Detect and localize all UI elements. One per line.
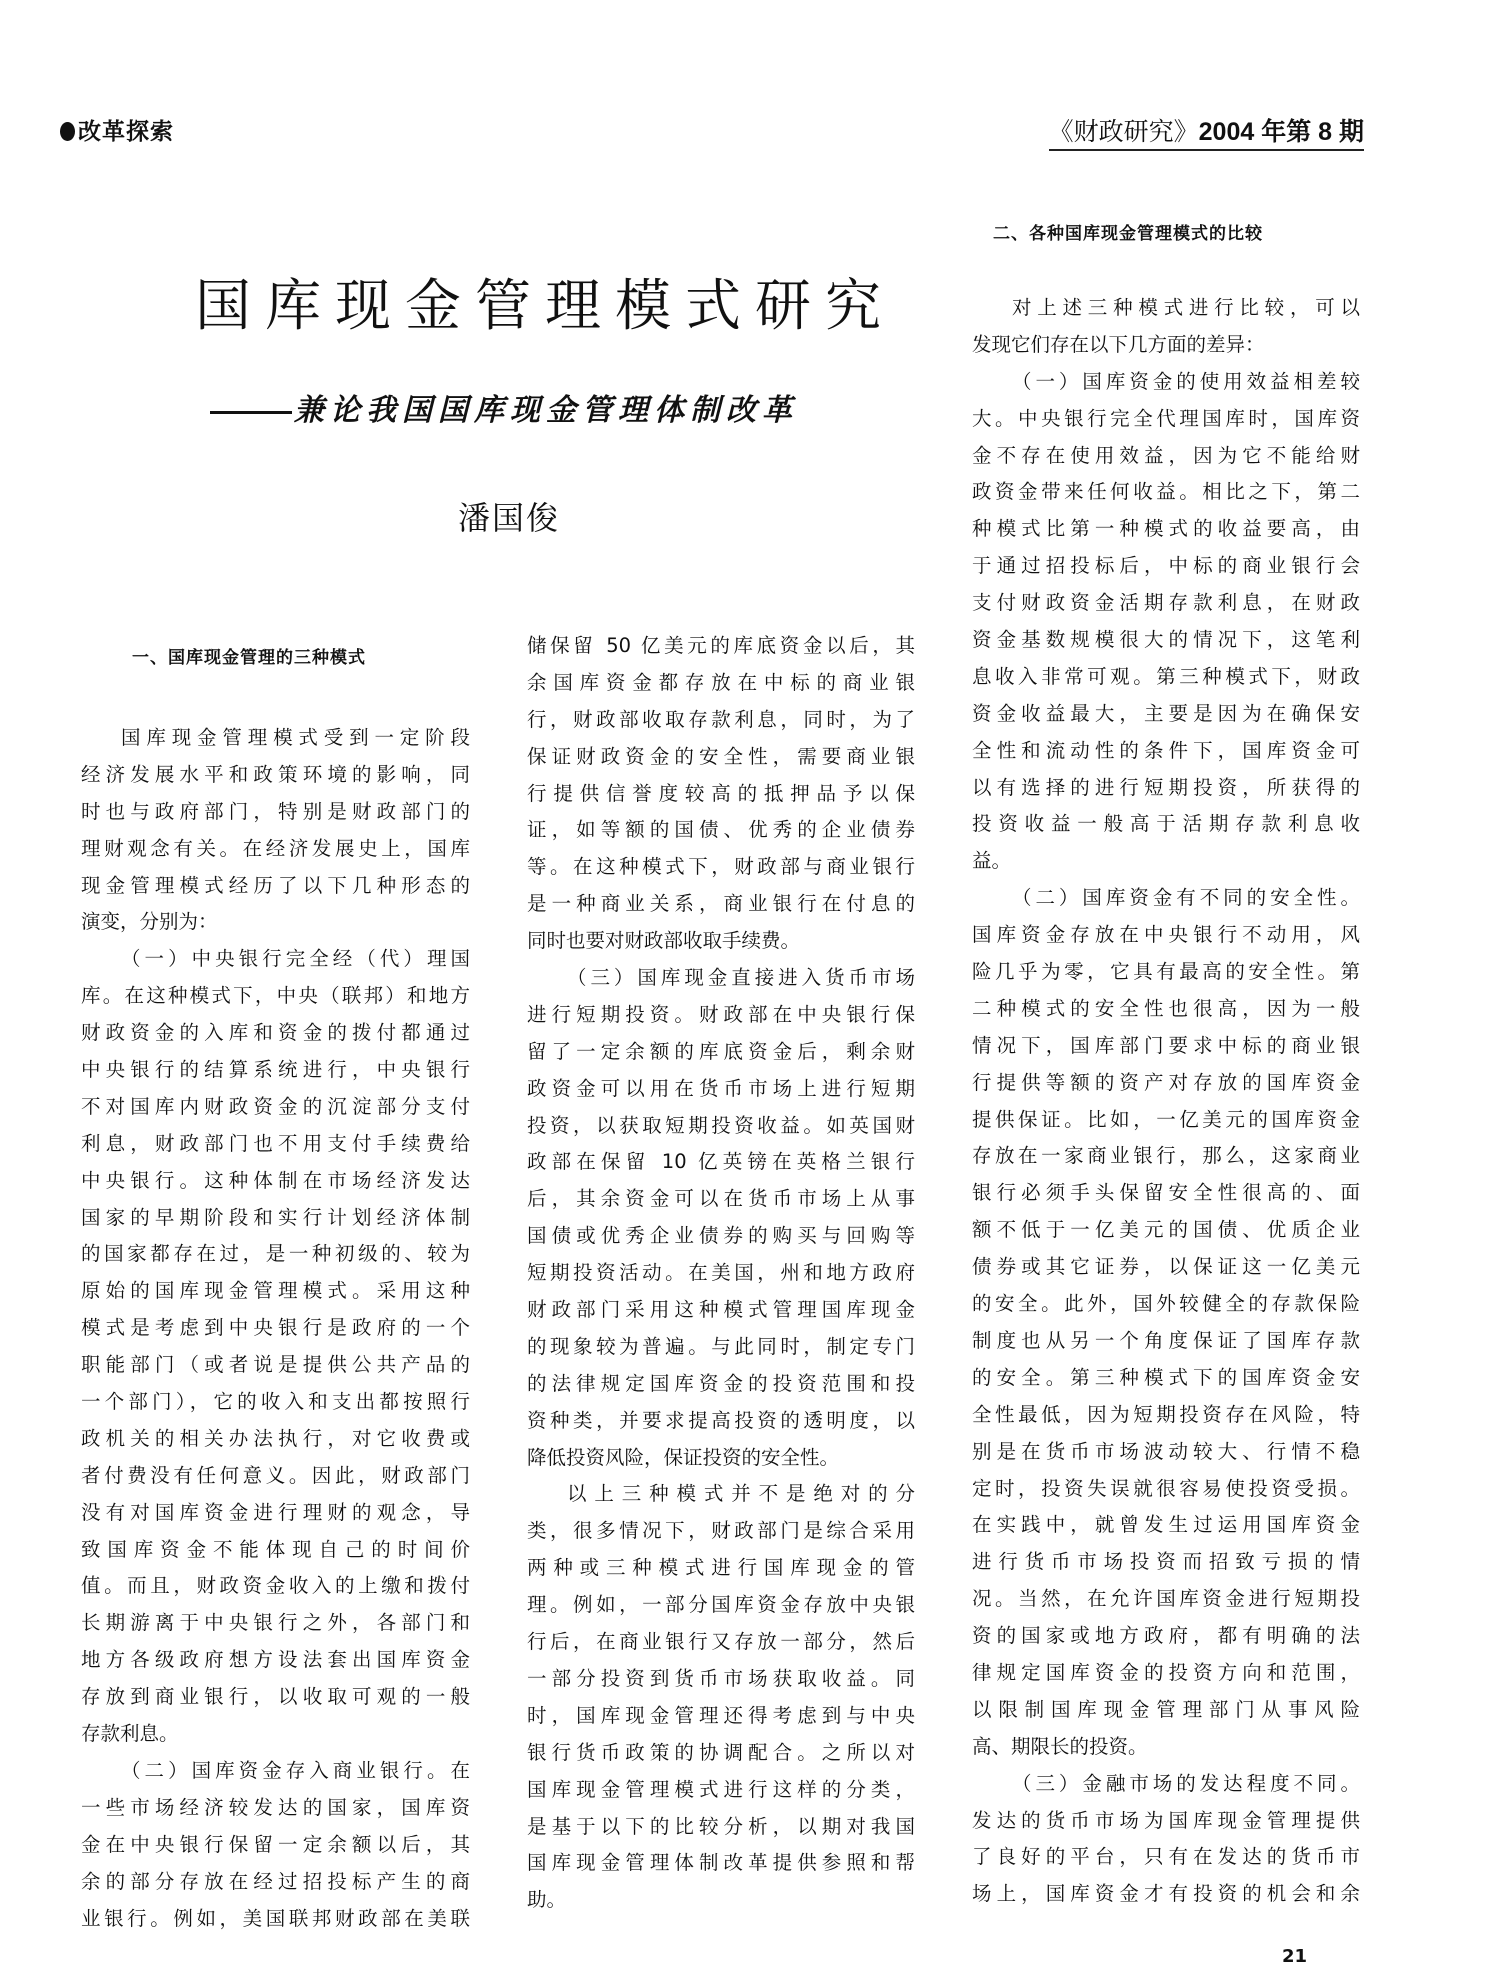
text-line: 中央银行的结算系统进行，中央银行 [81, 1058, 470, 1082]
text-line: 职能部门（或者说是提供公共产品的 [81, 1353, 470, 1377]
text-line: 银行货币政策的协调配合。之所以对 [527, 1740, 915, 1764]
text-line: 余的部分存放在经过招投标产生的商 [81, 1869, 470, 1893]
text-line: 益。 [972, 849, 1012, 873]
text-line: 提供保证。比如，一亿美元的国库资金 [972, 1107, 1360, 1131]
journal-issue: 2004 年第 8 期 [1198, 118, 1364, 146]
article-subtitle [210, 385, 798, 429]
text-line: 后，其余资金可以在货币市场上从事 [527, 1187, 915, 1211]
text-line: 金在中央银行保留一定余额以后，其 [81, 1832, 470, 1856]
text-line: 债券或其它证券，以保证这一亿美元 [972, 1255, 1360, 1279]
text-line: 发达的货币市场为国库现金管理提供 [972, 1808, 1360, 1832]
article-title: 国库现金管理模式研究 [195, 274, 895, 339]
text-line: 行，财政部收取存款利息，同时，为了 [527, 707, 915, 731]
text-line: 高、期限长的投资。 [972, 1734, 1148, 1758]
text-line: 没有对国库资金进行理财的观念，导 [81, 1500, 470, 1524]
text-line: 了良好的平台，只有在发达的货币市 [972, 1845, 1360, 1869]
bullet-icon [60, 122, 75, 141]
text-line: （三）国库现金直接进入货币市场 [567, 966, 915, 990]
page-number: 21 [1282, 1946, 1308, 1967]
text-line: 以上三种模式并不是绝对的分 [567, 1482, 915, 1506]
text-line: 情况下，国库部门要求中标的商业银 [972, 1033, 1360, 1057]
text-line: 存放到商业银行，以收取可观的一般 [81, 1685, 470, 1709]
text-line: 对上述三种模式进行比较，可以 [1012, 296, 1360, 319]
section-label [60, 113, 174, 146]
text-line: 以限制国库现金管理部门从事风险 [972, 1697, 1360, 1721]
em-dash [210, 411, 292, 414]
text-line: 险几乎为零，它具有最高的安全性。第 [972, 960, 1360, 984]
text-line: 资金收益最大，主要是因为在确保安 [972, 701, 1360, 725]
text-line: 额不低于一亿美元的国债、优质企业 [972, 1218, 1360, 1242]
text-line: 定时，投资失误就很容易使投资受损。 [972, 1476, 1360, 1500]
column-1 [81, 720, 470, 1937]
text-line: 原始的国库现金管理模式。采用这种 [81, 1279, 470, 1303]
text-line: 的现象较为普遍。与此同时，制定专门 [527, 1334, 915, 1358]
text-line: 者付费没有任何意义。因此，财政部门 [81, 1463, 470, 1487]
text-line: 余国库资金都存放在中标的商业银 [527, 670, 915, 694]
text-line: 存款利息。 [81, 1722, 179, 1746]
text-line: 等。在这种模式下，财政部与商业银行 [527, 855, 915, 879]
text-line: 政部在保留 10 亿英镑在英格兰银行 [527, 1150, 915, 1174]
text-line: 律规定国库资金的投资方向和范围， [972, 1660, 1360, 1684]
text-line: 业银行。例如，美国联邦财政部在美联 [81, 1906, 470, 1930]
text-line: 是基于以下的比较分析，以期对我国 [527, 1814, 915, 1838]
text-line: 类，很多情况下，财政部门是综合采用 [527, 1519, 915, 1543]
text-line: 种模式比第一种模式的收益要高，由 [972, 517, 1360, 541]
text-line: 资的国家或地方政府，都有明确的法 [972, 1624, 1360, 1648]
text-line: 现金管理模式经历了以下几种形态的 [81, 873, 470, 897]
section-2-heading: 二、各种国库现金管理模式的比较 [993, 224, 1263, 244]
text-line: 银行必须手头保留安全性很高的、面 [972, 1181, 1360, 1205]
text-line: 的国家都存在过，是一种初级的、较为 [81, 1242, 470, 1266]
text-line: 别是在货币市场波动较大、行情不稳 [972, 1439, 1360, 1463]
text-line: 的安全。此外，国外较健全的存款保险 [972, 1292, 1360, 1316]
text-line: 国库现金管理模式进行这样的分类， [527, 1777, 915, 1801]
text-line: 财政部门采用这种模式管理国库现金 [527, 1298, 915, 1322]
text-line: 存放在一家商业银行，那么，这家商业 [972, 1144, 1360, 1168]
text-line: 全性和流动性的条件下，国库资金可 [972, 738, 1360, 762]
text-line: 发现它们存在以下几方面的差异： [972, 332, 1265, 356]
text-line: 留了一定余额的库底资金后，剩余财 [527, 1039, 915, 1063]
text-line: 库。在这种模式下，中央（联邦）和地方 [81, 984, 470, 1008]
text-line: 不对国库内财政资金的沉淀部分支付 [81, 1094, 470, 1118]
text-line: 降低投资风险，保证投资的安全性。 [527, 1445, 840, 1469]
text-line: 理财观念有关。在经济发展史上，国库 [81, 836, 470, 860]
text-line: 保证财政资金的安全性，需要商业银 [527, 744, 915, 768]
text-line: 一些市场经济较发达的国家，国库资 [81, 1795, 470, 1819]
text-line: 场上，国库资金才有投资的机会和余 [972, 1882, 1360, 1906]
column-2 [527, 628, 915, 1919]
text-line: 国债或优秀企业债券的购买与回购等 [527, 1224, 915, 1248]
text-line: 于通过招投标后，中标的商业银行会 [972, 554, 1360, 578]
text-line: （三）金融市场的发达程度不同。 [1012, 1771, 1360, 1795]
text-line: 二种模式的安全性也很高，因为一般 [972, 996, 1360, 1020]
text-line: 是一种商业关系，商业银行在付息的 [527, 892, 915, 916]
text-line: 短期投资活动。在美国，州和地方政府 [527, 1261, 915, 1285]
text-line: 政资金可以用在货币市场上进行短期 [527, 1076, 915, 1100]
subtitle-text: 兼论我国国库现金管理体制改革 [294, 393, 798, 428]
text-line: 时也与政府部门，特别是财政部门的 [81, 799, 470, 823]
text-line: 中央银行。这种体制在市场经济发达 [81, 1168, 470, 1192]
text-line: （一）国库资金的使用效益相差较 [1012, 369, 1360, 393]
text-line: 国库现金管理体制改革提供参照和帮 [527, 1851, 915, 1875]
text-line: 经济发展水平和政策环境的影响，同 [81, 762, 470, 786]
text-line: 进行短期投资。财政部在中央银行保 [527, 1002, 915, 1026]
text-line: 致国库资金不能体现自己的时间价 [81, 1537, 470, 1561]
journal-name: 《财政研究》 [1048, 117, 1199, 146]
text-line: 况。当然，在允许国库资金进行短期投 [972, 1587, 1360, 1611]
text-line: 演变，分别为： [81, 910, 218, 934]
text-line: 利息，财政部门也不用支付手续费给 [81, 1131, 470, 1155]
text-line: 资金基数规模很大的情况下，这笔利 [972, 628, 1360, 652]
text-line: 财政资金的入库和资金的拨付都通过 [81, 1021, 470, 1045]
text-line: 的法律规定国库资金的投资范围和投 [527, 1371, 915, 1395]
text-line: 国库资金存放在中央银行不动用，风 [972, 923, 1360, 947]
text-line: 同时也要对财政部收取手续费。 [527, 929, 801, 953]
text-line: 值。而且，财政资金收入的上缴和拨付 [81, 1574, 470, 1598]
text-line: 地方各级政府想方设法套出国库资金 [81, 1648, 470, 1672]
text-line: 行提供等额的资产对存放的国库资金 [972, 1070, 1360, 1094]
text-line: 储保留 50 亿美元的库底资金以后，其 [527, 634, 915, 657]
author-name: 潘国俊 [458, 499, 561, 537]
text-line: 大。中央银行完全代理国库时，国库资 [972, 406, 1360, 430]
text-line: 的安全。第三种模式下的国库资金安 [972, 1365, 1360, 1389]
text-line: 时，国库现金管理还得考虑到与中央 [527, 1703, 915, 1727]
text-line: 全性最低，因为短期投资存在风险，特 [972, 1402, 1360, 1426]
text-line: 支付财政资金活期存款利息，在财政 [972, 591, 1360, 615]
text-line: 政机关的相关办法执行，对它收费或 [81, 1426, 470, 1450]
text-line: 进行货币市场投资而招致亏损的情 [972, 1550, 1360, 1574]
text-line: 证，如等额的国债、优秀的企业债券 [527, 818, 915, 842]
section-1-heading: 一、国库现金管理的三种模式 [132, 648, 366, 668]
journal-info [1049, 112, 1364, 151]
text-line: 投资收益一般高于活期存款利息收 [972, 812, 1360, 836]
text-line: 模式是考虑到中央银行是政府的一个 [81, 1316, 470, 1340]
text-line: 理。例如，一部分国库资金存放中央银 [527, 1593, 915, 1617]
text-line: 一个部门），它的收入和支出都按照行 [81, 1390, 470, 1414]
text-line: 两种或三种模式进行国库现金的管 [527, 1556, 915, 1580]
text-line: 资种类，并要求提高投资的透明度，以 [527, 1408, 915, 1432]
text-line: 国库现金管理模式受到一定阶段 [121, 726, 470, 749]
text-line: 金不存在使用效益，因为它不能给财 [972, 443, 1360, 467]
text-line: 国家的早期阶段和实行计划经济体制 [81, 1205, 470, 1229]
text-line: 制度也从另一个角度保证了国库存款 [972, 1328, 1360, 1352]
text-line: 政资金带来任何收益。相比之下，第二 [972, 480, 1360, 504]
text-line: 以有选择的进行短期投资，所获得的 [972, 775, 1360, 799]
text-line: 投资，以获取短期投资收益。如英国财 [527, 1113, 915, 1137]
text-line: 一部分投资到货币市场获取收益。同 [527, 1666, 915, 1690]
text-line: （一）中央银行完全经（代）理国 [121, 947, 470, 971]
text-line: 助。 [527, 1888, 567, 1912]
text-line: 行提供信誉度较高的抵押品予以保 [527, 781, 915, 805]
text-line: 行后，在商业银行又存放一部分，然后 [527, 1630, 915, 1654]
text-line: （二）国库资金存入商业银行。在 [121, 1758, 470, 1782]
section-label-text: 改革探索 [78, 119, 174, 145]
text-line: 在实践中，就曾发生过运用国库资金 [972, 1513, 1360, 1537]
text-line: （二）国库资金有不同的安全性。 [1012, 886, 1360, 910]
column-3 [972, 290, 1360, 1913]
text-line: 息收入非常可观。第三种模式下，财政 [972, 664, 1360, 688]
text-line: 长期游离于中央银行之外，各部门和 [81, 1611, 470, 1635]
